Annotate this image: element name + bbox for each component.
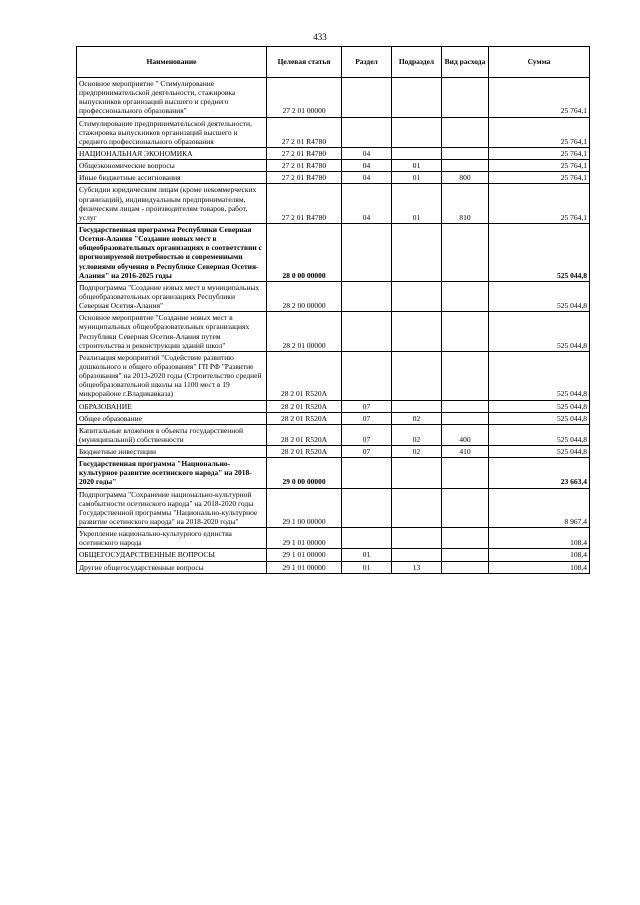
table-row xyxy=(77,78,590,118)
row-expense-type xyxy=(442,412,489,424)
row-expense-type: 400 xyxy=(442,424,489,445)
row-target-item: 27 2 01 00000 xyxy=(267,78,342,118)
table-row xyxy=(77,223,590,281)
budget-table xyxy=(76,46,590,574)
row-sum: 525 044,8 xyxy=(489,412,590,424)
table-row xyxy=(77,184,590,224)
row-subsection xyxy=(392,400,442,412)
row-target-item: 29 0 00 00000 xyxy=(267,458,342,488)
row-subsection xyxy=(392,488,442,528)
row-expense-type xyxy=(442,281,489,311)
row-sum: 25 764,1 xyxy=(489,172,590,184)
row-name: Общее образование xyxy=(77,412,267,424)
row-name: Капитальные вложения в объекты государственной (муниципальной) собственности xyxy=(77,424,267,445)
row-sum: 525 044,8 xyxy=(489,446,590,458)
row-target-item: 27 2 01 R4780 xyxy=(267,160,342,172)
row-target-item: 27 2 01 R4780 xyxy=(267,172,342,184)
row-subsection xyxy=(392,351,442,400)
row-subsection: 02 xyxy=(392,424,442,445)
row-target-item: 28 2 01 00000 xyxy=(267,312,342,352)
row-name: Иные бюджетные ассигнования xyxy=(77,172,267,184)
row-section xyxy=(342,528,392,549)
row-target-item: 29 1 01 00000 xyxy=(267,561,342,573)
row-sum: 25 764,1 xyxy=(489,117,590,147)
row-subsection xyxy=(392,549,442,561)
row-expense-type: 810 xyxy=(442,184,489,224)
row-sum: 8 967,4 xyxy=(489,488,590,528)
row-name: НАЦИОНАЛЬНАЯ ЭКОНОМИКА xyxy=(77,147,267,159)
row-sum: 25 764,1 xyxy=(489,184,590,224)
row-section xyxy=(342,312,392,352)
row-name: Подпрограмма "Создание новых мест в муниципальных общеобразовательных организациях Республики Северная Осетия-Алания" xyxy=(77,281,267,311)
row-section: 04 xyxy=(342,172,392,184)
row-subsection xyxy=(392,223,442,281)
row-section xyxy=(342,488,392,528)
row-subsection xyxy=(392,458,442,488)
row-section xyxy=(342,351,392,400)
row-subsection: 01 xyxy=(392,160,442,172)
row-sum: 23 663,4 xyxy=(489,458,590,488)
row-section: 04 xyxy=(342,160,392,172)
row-name: Основное мероприятие "Создание новых мест в муниципальных общеобразовательных организациях Республики Северная Осетия-Алания путем строительства и реконструкции зданий школ" xyxy=(77,312,267,352)
row-target-item: 29 1 01 00000 xyxy=(267,549,342,561)
row-section xyxy=(342,78,392,118)
row-subsection: 02 xyxy=(392,412,442,424)
row-name: Общеэкономические вопросы xyxy=(77,160,267,172)
row-expense-type xyxy=(442,160,489,172)
table-row xyxy=(77,488,590,528)
table-row xyxy=(77,312,590,352)
table-row xyxy=(77,160,590,172)
row-name: ОБРАЗОВАНИЕ xyxy=(77,400,267,412)
row-target-item: 28 2 01 R520A xyxy=(267,424,342,445)
row-sum: 25 764,1 xyxy=(489,78,590,118)
row-sum: 525 044,8 xyxy=(489,400,590,412)
row-subsection: 01 xyxy=(392,172,442,184)
table-row xyxy=(77,528,590,549)
row-sum: 525 044,8 xyxy=(489,351,590,400)
table-row xyxy=(77,281,590,311)
row-name: Укрепление национально-культурного единства осетинского народа xyxy=(77,528,267,549)
row-section xyxy=(342,223,392,281)
row-name: Основное мероприятие " Стимулирование предпринимательской деятельности, стажировка выпускников организаций высшего и среднего профессионального образования" xyxy=(77,78,267,118)
row-expense-type xyxy=(442,117,489,147)
row-name: Бюджетные инвестиции xyxy=(77,446,267,458)
header-sum: Сумма xyxy=(489,47,590,78)
row-expense-type xyxy=(442,400,489,412)
row-sum: 525 044,8 xyxy=(489,223,590,281)
row-target-item: 29 1 00 00000 xyxy=(267,488,342,528)
row-expense-type xyxy=(442,561,489,573)
row-expense-type: 410 xyxy=(442,446,489,458)
row-sum: 525 044,8 xyxy=(489,312,590,352)
row-sum: 108,4 xyxy=(489,528,590,549)
table-row xyxy=(77,117,590,147)
row-section: 07 xyxy=(342,400,392,412)
row-subsection: 02 xyxy=(392,446,442,458)
row-section xyxy=(342,281,392,311)
row-subsection xyxy=(392,281,442,311)
row-section xyxy=(342,117,392,147)
header-subsection: Подраздел xyxy=(392,47,442,78)
row-expense-type xyxy=(442,147,489,159)
row-subsection: 13 xyxy=(392,561,442,573)
table-header-row xyxy=(77,47,590,78)
row-expense-type xyxy=(442,458,489,488)
row-expense-type xyxy=(442,312,489,352)
row-subsection xyxy=(392,117,442,147)
row-sum: 525 044,8 xyxy=(489,424,590,445)
row-name: ОБЩЕГОСУДАРСТВЕННЫЕ ВОПРОСЫ xyxy=(77,549,267,561)
row-name: Государственная программа "Национально-культурное развитие осетинского народа" на 2018-2020 годы" xyxy=(77,458,267,488)
row-name: Стимулирование предпринимательской деятельности, стажировка выпускников организаций высшего и среднего профессионального образования xyxy=(77,117,267,147)
row-sum: 25 764,1 xyxy=(489,160,590,172)
row-target-item: 28 0 00 00000 xyxy=(267,223,342,281)
row-sum: 108,4 xyxy=(489,549,590,561)
header-target-item: Целевая статья xyxy=(267,47,342,78)
table-row xyxy=(77,424,590,445)
row-section xyxy=(342,458,392,488)
row-target-item: 28 2 00 00000 xyxy=(267,281,342,311)
row-subsection: 01 xyxy=(392,184,442,224)
row-target-item: 28 2 01 R520A xyxy=(267,351,342,400)
row-name: Другие общегосударственные вопросы xyxy=(77,561,267,573)
table-row xyxy=(77,412,590,424)
row-target-item: 28 2 01 R520A xyxy=(267,446,342,458)
row-target-item: 27 2 01 R4780 xyxy=(267,184,342,224)
row-subsection xyxy=(392,147,442,159)
row-sum: 108,4 xyxy=(489,561,590,573)
row-expense-type xyxy=(442,528,489,549)
row-target-item: 27 2 01 R4780 xyxy=(267,117,342,147)
table-row xyxy=(77,400,590,412)
row-name: Реализация мероприятий "Содействие развитию дошкольного и общего образования" ГП РФ "Развитие образования" на 2013-2020 годы (Строительство средней общеобразовательной школы на 1100 мест в 19 микрорайоне г.Владикавказа) xyxy=(77,351,267,400)
row-section: 01 xyxy=(342,561,392,573)
table-row xyxy=(77,172,590,184)
row-section: 04 xyxy=(342,184,392,224)
row-target-item: 29 1 01 00000 xyxy=(267,528,342,549)
row-section: 04 xyxy=(342,147,392,159)
row-target-item: 28 2 01 R520A xyxy=(267,412,342,424)
row-section: 07 xyxy=(342,446,392,458)
table-row xyxy=(77,446,590,458)
row-subsection xyxy=(392,312,442,352)
row-section: 01 xyxy=(342,549,392,561)
row-expense-type xyxy=(442,78,489,118)
header-name: Наименование xyxy=(77,47,267,78)
row-sum: 25 764,1 xyxy=(489,147,590,159)
page-number: 433 xyxy=(313,32,327,42)
row-sum: 525 044,8 xyxy=(489,281,590,311)
table-row xyxy=(77,147,590,159)
row-subsection xyxy=(392,78,442,118)
row-name: Субсидии юридическим лицам (кроме некоммерческих организаций), индивидуальным предпринимателям, физическим лицам - производителям товаров, работ, услуг xyxy=(77,184,267,224)
row-target-item: 27 2 01 R4780 xyxy=(267,147,342,159)
row-section: 07 xyxy=(342,412,392,424)
row-expense-type xyxy=(442,549,489,561)
row-section: 07 xyxy=(342,424,392,445)
table-row xyxy=(77,549,590,561)
row-expense-type xyxy=(442,223,489,281)
row-target-item: 28 2 01 R520A xyxy=(267,400,342,412)
table-row xyxy=(77,458,590,488)
table-row xyxy=(77,351,590,400)
header-section: Раздел xyxy=(342,47,392,78)
row-name: Подпрограмма "Сохранение национально-культурной самобытности осетинского народа" на 2018-2020 годы Государственной программы "Национально-культурное развитие осетинского народа" на 2018-2020 годы" xyxy=(77,488,267,528)
header-expense-type: Вид расхода xyxy=(442,47,489,78)
row-expense-type xyxy=(442,351,489,400)
row-name: Государственная программа Республики Северная Осетия-Алания "Создание новых мест в общеобразовательных организациях в соответствии с прогнозируемой потребностью и современными условиями обучения в Республике Северная Осетия-Алания" на 2016-2025 годы xyxy=(77,223,267,281)
row-subsection xyxy=(392,528,442,549)
row-expense-type xyxy=(442,488,489,528)
table-row xyxy=(77,561,590,573)
row-expense-type: 800 xyxy=(442,172,489,184)
